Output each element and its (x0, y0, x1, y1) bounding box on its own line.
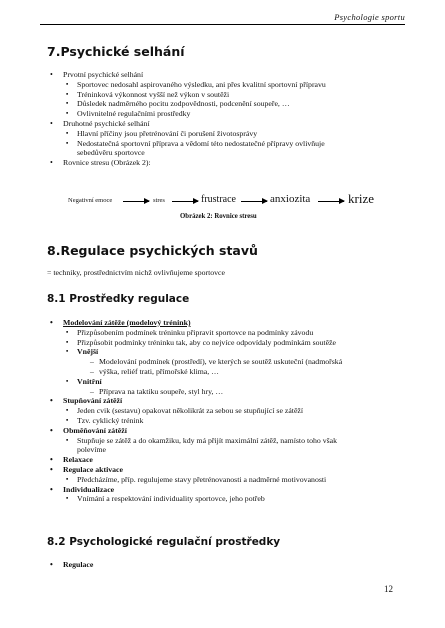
list-item: • Individualizace (47, 485, 417, 495)
list-section-8-2 (47, 560, 417, 570)
list-subitem: ▪ Jeden cvik (sestavu) opakovat několikrát za sebou se stupňující se zátěží (47, 406, 417, 416)
list-subsubitem: – Modelování podmínek (prostředí), ve kterých se soutěž uskuteční (nadmořská (47, 357, 417, 367)
list-subitem: ▪ Předcházíme, příp. regulujeme stavy přetrénovanosti a nadměrné motivovanosti (47, 475, 417, 485)
list-section-8-1 (47, 318, 417, 504)
list-item: • Obměňování zátěží (47, 426, 417, 436)
list-subitem: ▪ Stupňuje se zátěž a do okamžiku, kdy má přijít maximální zátěž, namísto toho však (47, 436, 417, 446)
heading-section-8: 8.Regulace psychických stavů (47, 243, 258, 258)
list-item: • Rovnice stresu (Obrázek 2): (47, 158, 417, 168)
list-subitem-continuation: polevíme (77, 445, 107, 455)
flow-arrow (172, 201, 198, 202)
list-subitem: ▪ Přizpůsobit podmínky tréninku tak, aby co nejvíce odpovídaly podmínkám soutěže (47, 338, 417, 348)
list-continuation-text: výška, reliéf trati, přímořské klima, … (99, 366, 219, 376)
list-item: • Modelování zátěže (modelový trénink) (47, 318, 417, 328)
running-title: Psychologie sportu (334, 12, 405, 22)
flow-node-crisis: krize (348, 191, 374, 206)
list-subitem: ▪ Přizpůsobením podmínek tréninku připravit sportovce na podmínky závodu (47, 328, 417, 338)
flow-arrow (123, 201, 149, 202)
list-item: • Prvotní psychické selhání (47, 70, 417, 80)
list-item: • Druhotné psychické selhání (47, 119, 417, 129)
list-item: • Regulace aktivace (47, 465, 417, 475)
page-number: 12 (384, 584, 393, 594)
list-subitem: ▪ Sportovec nedosahl aspirovaného výsledku, ani přes kvalitní sportovní přípravu (47, 80, 417, 90)
list-subitem-bold: ▪ Vnitřní (47, 377, 417, 387)
list-subitem: ▪ Vnímání a respektování individuality sportovce, jeho potřeb (47, 494, 417, 504)
list-subsubitem: – Příprava na taktiku soupeře, styl hry, … (47, 387, 417, 397)
list-subsubitem-continuation (47, 367, 417, 377)
list-item: • Relaxace (47, 455, 417, 465)
list-subitem: ▪ Hlavní příčiny jsou přetrénování či porušení životosprávy (47, 129, 417, 139)
flow-node-stress: stres (153, 197, 165, 204)
list-subitem-bold: ▪ Vnější (47, 347, 417, 357)
list-subitem-continuation: sebedůvěru sportovce (77, 148, 145, 158)
heading-section-8-2: 8.2 Psychologické regulační prostředky (47, 536, 281, 548)
flow-node-anxiety: anxiozita (270, 193, 311, 205)
figure-caption: Obrázek 2: Rovnice stresu (180, 213, 257, 220)
heading-section-7: 7.Psychické selhání (47, 44, 185, 59)
list-subitem: ▪ Tzv. cyklický trénink (47, 416, 417, 426)
list-section-7 (47, 70, 417, 168)
flow-arrow (241, 201, 267, 202)
flow-node-frustration: frustrace (201, 194, 236, 205)
running-header (40, 12, 405, 25)
list-subitem: ▪ Nedostatečná sportovní příprava a vědomí této nedostatečné přípravy ovlivňuje (47, 139, 417, 149)
list-subitem: ▪ Ovlivnitelné regulačními prostředky (47, 109, 417, 119)
flow-arrow (318, 201, 344, 202)
list-subitem: ▪ Důsledek nadměrného pocitu zodpovědnosti, podcenění soupeře, … (47, 99, 417, 109)
list-item: • Stupňování zátěží (47, 396, 417, 406)
flow-node-negative-emotions: Negativní emoce (68, 197, 113, 204)
heading-section-8-1: 8.1 Prostředky regulace (47, 293, 190, 305)
stress-equation-diagram (68, 193, 398, 209)
list-item: • Regulace (47, 560, 417, 570)
list-subitem: ▪ Tréninková výkonnost vyšší než výkon v soutěži (47, 90, 417, 100)
section-8-intro: = techniky, prostřednictvím nichž ovlivňujeme sportovce (47, 268, 225, 277)
